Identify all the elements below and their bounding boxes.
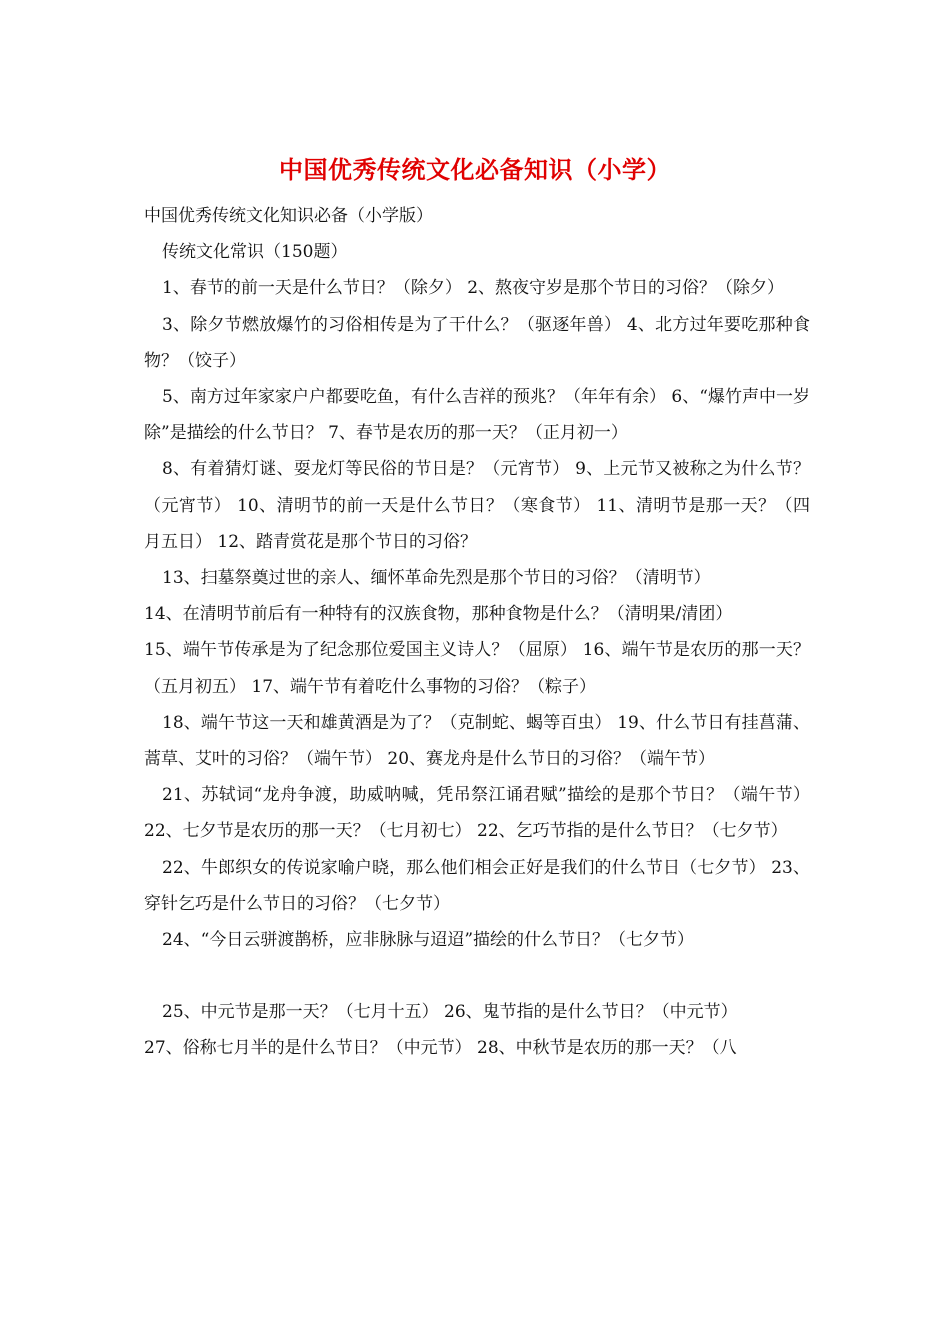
document-title: 中国优秀传统文化必备知识（小学） (279, 155, 671, 184)
paragraph-q25-26: 25、中元节是那一天？（七月十五） 26、鬼节指的是什么节日？（中元节） (162, 1002, 738, 1023)
paragraph-q8-12: 8、有着猜灯谜、耍龙灯等民俗的节日是？（元宵节） 9、上元节又被称之为什么节？（元宵节） 10、清明节的前一天是什么节日？（寒食节） 11、清明节是那一天？（四月五日） 12、踏青赏花是那个节日的习俗？ (144, 459, 810, 552)
paragraph-q18-20: 18、端午节这一天和雄黄酒是为了？（克制蛇、蝎等百虫） 19、什么节日有挂菖蒲、蒿草、艾叶的习俗？（端午节） 20、赛龙舟是什么节日的习俗？（端午节） (144, 712, 810, 770)
document-body (144, 198, 810, 1067)
paragraph-section-heading: 传统文化常识（150题） (162, 242, 348, 263)
paragraph-q27-28: 27、俗称七月半的是什么节日？（中元节） 28、中秋节是农历的那一天？（八 (144, 1038, 737, 1059)
paragraph-q15-17: 15、端午节传承是为了纪念那位爱国主义诗人？（屈原） 16、端午节是农历的那一天？（五月初五） 17、端午节有着吃什么事物的习俗？（粽子） (144, 640, 810, 697)
paragraph-q21-22: 21、苏轼词“龙舟争渡，助威呐喊，凭吊祭江诵君赋”描绘的是那个节日？（端午节） 22、七夕节是农历的那一天？（七月初七） 22、乞巧节指的是什么节日？（七夕节） (144, 785, 810, 842)
blank-line (144, 958, 810, 994)
paragraph-q22-23: 22、牛郎织女的传说家喻户晓，那么他们相会正好是我们的什么节日（七夕节） 23、穿针乞巧是什么节日的习俗？（七夕节） (144, 857, 810, 914)
paragraph-q1-2: 1、春节的前一天是什么节日？（除夕） 2、熬夜守岁是那个节日的习俗？（除夕） (162, 278, 785, 299)
paragraph-q14: 14、在清明节前后有一种特有的汉族食物，那种食物是什么？（清明果/清团） (144, 604, 733, 625)
paragraph-subtitle: 中国优秀传统文化知识必备（小学版） (144, 206, 433, 226)
paragraph-q24: 24、“今日云骈渡鹊桥，应非脉脉与迢迢”描绘的什么节日？（七夕节） (162, 930, 695, 951)
paragraph-q3-4: 3、除夕节燃放爆竹的习俗相传是为了干什么？（驱逐年兽） 4、北方过年要吃那种食物？（饺子） (144, 314, 810, 371)
paragraph-q5-7: 5、南方过年家家户户都要吃鱼，有什么吉祥的预兆？（年年有余） 6、“爆竹声中一岁除”是描绘的什么节日？ 7、春节是农历的那一天？（正月初一） (144, 387, 810, 444)
paragraph-q13: 13、扫墓祭奠过世的亲人、缅怀革命先烈是那个节日的习俗？（清明节） (162, 568, 711, 589)
